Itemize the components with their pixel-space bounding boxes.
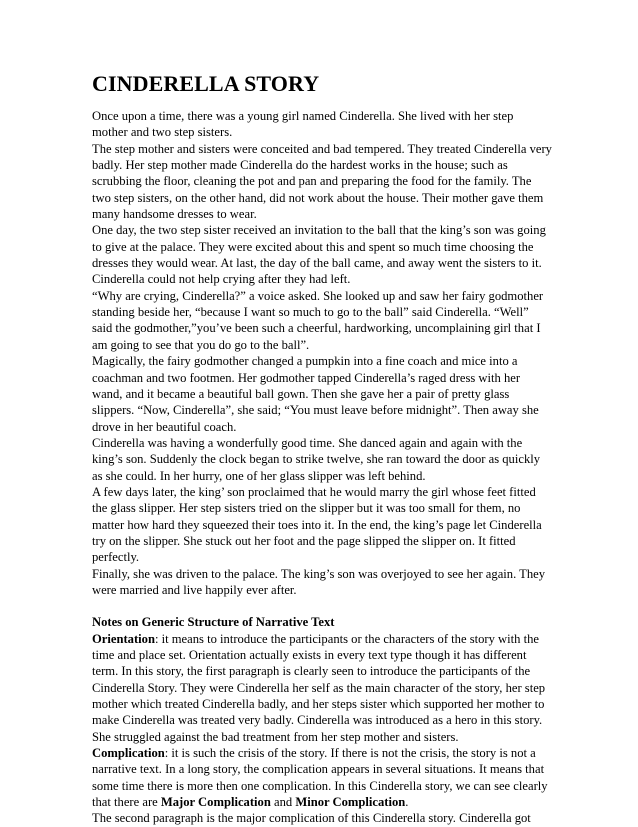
story-paragraph-6: Cinderella was having a wonderfully good time. She danced again and again with the king’s son. Suddenly the clock began to strike twelve, she ran toward the door as quickly as she could. In her hurry, one of her glass slipper was left behind. <box>92 435 541 483</box>
complication-text: : it is such the crisis of the story. If there is not the crisis, the story is not a narrative text. In a long story, the complication appears in several situations. It means that some time there is more then one complication. In this Cinderella story, we can see clearly that there are <box>92 746 548 810</box>
story-paragraph-4: “Why are crying, Cinderella?” a voice asked. She looked up and saw her fairy godmother standing beside her, “because I want so much to go to the ball” said Cinderella. “Well” said the godmother,”you’ve been such a cheerful, hardworking, uncomplaining girl that I am going to see that you do go to the ball”. <box>92 288 544 352</box>
complication-paragraph <box>92 745 552 810</box>
final-paragraph: The second paragraph is the major complication of this Cinderella story. Cinderella got <box>92 811 531 826</box>
story-paragraph-8: Finally, she was driven to the palace. The king’s son was overjoyed to see her again. They were married and live happily ever after. <box>92 566 546 597</box>
complication-end-text: . <box>405 795 409 810</box>
story-paragraph-5: Magically, the fairy godmother changed a pumpkin into a fine coach and mice into a coachman and two footmen. Her godmother tapped Cinderella’s raged dress with her wand, and it became a beautiful ball gown. Then she gave her a pair of pretty glass slippers. “Now, Cinderella”, she said; “You must leave before midnight”. Then away she drove in her beautiful coach. <box>92 354 539 434</box>
orientation-text: : it means to introduce the participants or the characters of the story with the time and place set. Orientation actually exists in every text type though it has different term. In this story, the first paragraph is clearly seen to introduce the participants of the Cinderella Story. They were Cinderella her self as the main character of the story, her step mother which treated Cinderella badly, and her steps sister which supported her mother to make Cinderella was treated very badly. Cinderella was introduced as a hero in this story. She struggled against the bad treatment from her step mother and sisters. <box>92 631 546 744</box>
document-title: CINDERELLA STORY <box>92 71 320 96</box>
story-paragraph-3: One day, the two step sister received an invitation to the ball that the king’s son was going to give at the palace. They were excited about this and spent so much time choosing the dresses they would wear. At last, the day of the ball came, and away went the sisters to it. Cinderella could not help crying after they had left. <box>92 223 546 287</box>
complication-and-text: and <box>270 795 296 810</box>
complication-term: Complication <box>92 746 165 761</box>
document-page <box>92 72 552 827</box>
orientation-term: Orientation <box>92 631 155 646</box>
notes-section <box>92 614 552 826</box>
orientation-paragraph <box>92 631 552 745</box>
notes-heading: Notes on Generic Structure of Narrative Text <box>92 615 335 630</box>
story-paragraph-2: The step mother and sisters were conceited and bad tempered. They treated Cinderella very badly. Her step mother made Cinderella do the hardest works in the house; such as scrubbing the floor, cleaning the pot and pan and preparing the food for the family. The two step sisters, on the other hand, did not work about the house. Their mother gave them many handsome dresses to wear. <box>92 141 552 222</box>
story-body <box>92 108 552 598</box>
major-complication-term: Major Complication <box>160 795 271 810</box>
story-paragraph-1: Once upon a time, there was a young girl named Cinderella. She lived with her step mother and two step sisters. <box>92 109 514 140</box>
story-paragraph-7: A few days later, the king’ son proclaimed that he would marry the girl whose feet fitted the glass slipper. Her step sisters tried on the slipper but it was too small for them, no matter how hard they squeezed their toes into it. In the end, the king’s page let Cinderella try on the slipper. She stuck out her foot and the page slipped the slipper on. It fitted perfectly. <box>92 484 542 565</box>
minor-complication-term: Minor Complication <box>295 795 406 810</box>
